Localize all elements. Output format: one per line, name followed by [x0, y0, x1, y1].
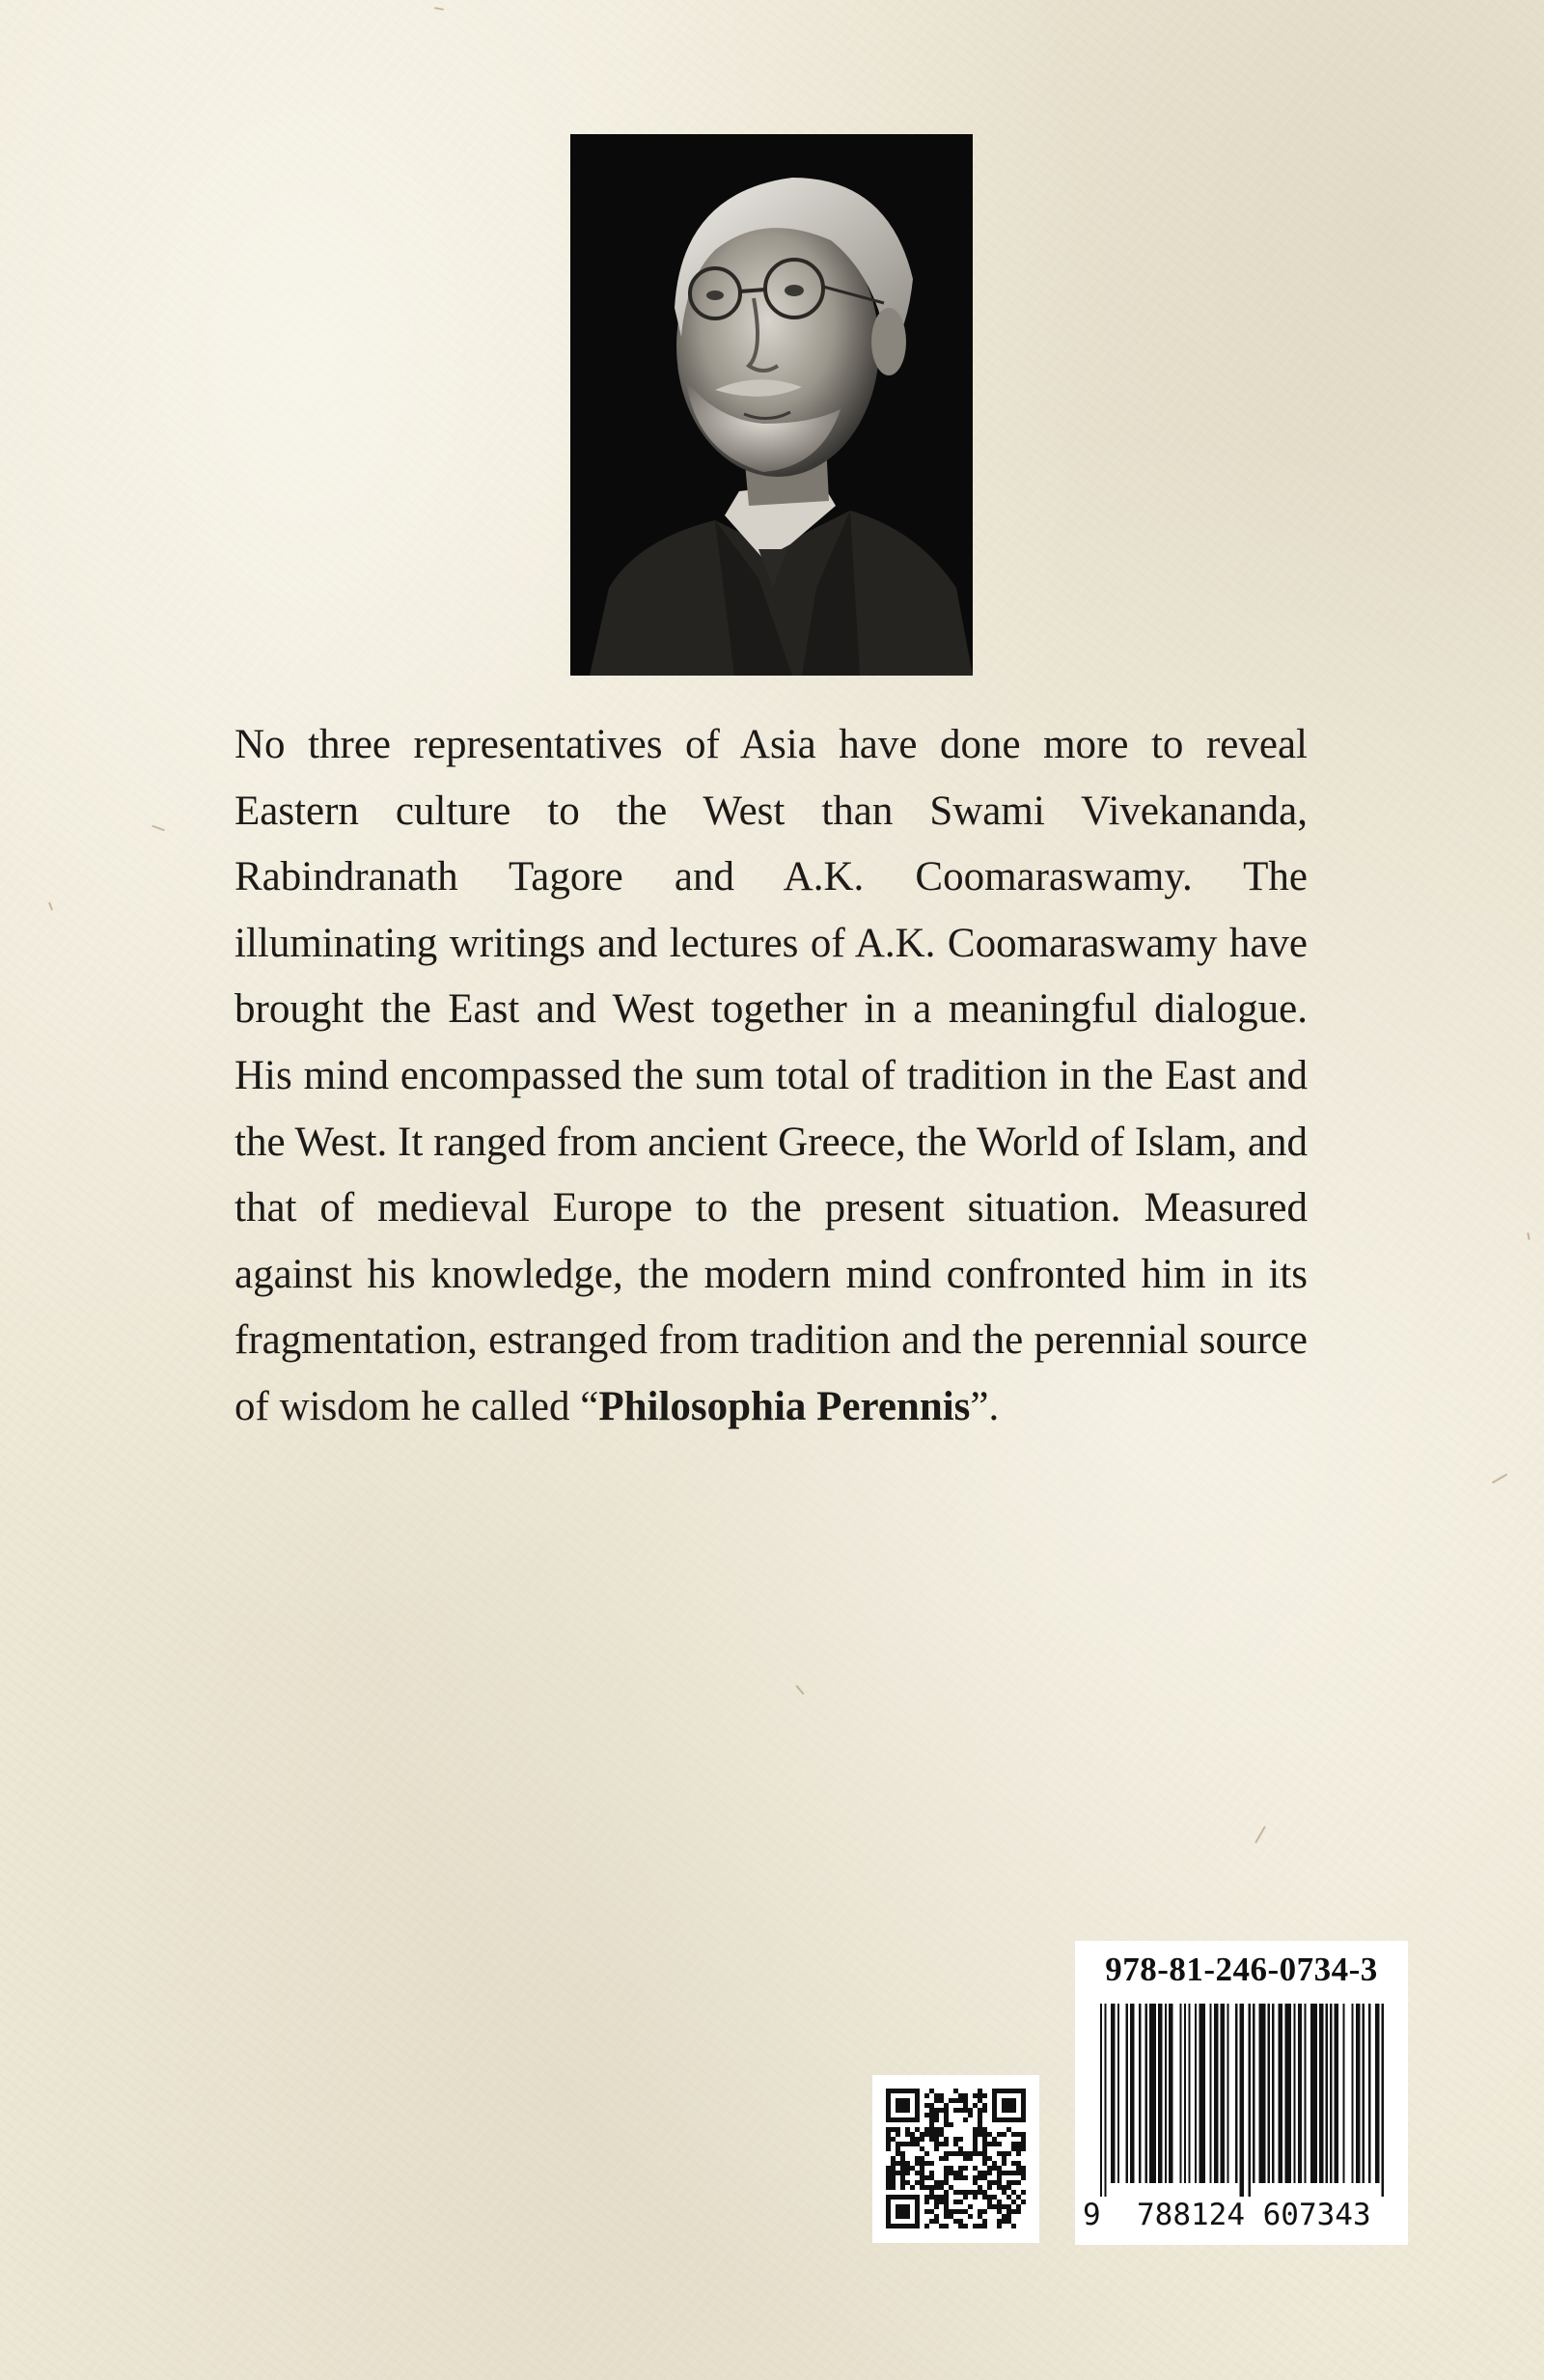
back-cover-description	[234, 712, 1308, 1441]
barcode-bar	[1210, 2004, 1212, 2183]
barcode-bar	[1149, 2004, 1156, 2183]
barcode-bar	[1326, 2004, 1328, 2183]
qr-code	[872, 2075, 1039, 2243]
barcode-bar	[1165, 2004, 1167, 2183]
barcode-bar	[1240, 2004, 1244, 2197]
barcode-bar	[1351, 2004, 1353, 2183]
isbn-barcode	[1075, 1941, 1408, 2245]
barcode-bar	[1221, 2004, 1225, 2183]
barcode-bar	[1293, 2004, 1295, 2183]
barcode-bar	[1363, 2004, 1365, 2183]
paper-fiber	[795, 1685, 804, 1695]
paper-fiber	[1492, 1474, 1508, 1484]
barcode-bar	[1184, 2004, 1186, 2183]
barcode-bar	[1188, 2004, 1190, 2183]
paper-fiber	[434, 7, 444, 11]
philosophia-perennis-emphasis: Philosophia Perennis	[598, 1383, 971, 1429]
barcode-bar	[1304, 2004, 1306, 2183]
barcode-bar	[1130, 2004, 1134, 2183]
description-text: No three representatives of Asia have done more to reveal Eastern culture to the West than Swami Vivekananda, Rabindranath Tagore and A.K. Coomaraswamy. The illuminating writings and lectures of A.K. Coomaraswamy have brought the East and West together in a meaningful dialogue. His mind encompassed the sum total of tradition in the East and the West. It ranged from ancient Greece, the World of Islam, and that of medieval Europe to the present situation. Measured against his knowledge, the modern mind confronted him in its fragmentation, estranged from tradition and the perennial source of wisdom he called “	[234, 722, 1308, 1429]
barcode-bar	[1214, 2004, 1218, 2183]
barcode-bar	[1117, 2004, 1119, 2183]
barcode-bar	[1368, 2004, 1370, 2183]
barcode-bar	[1272, 2004, 1274, 2183]
barcode-bar	[1249, 2004, 1251, 2197]
paper-fiber	[48, 901, 53, 910]
isbn-label: 978-81-246-0734-3	[1105, 1951, 1378, 1988]
barcode-bar	[1375, 2004, 1379, 2183]
qr-code-icon	[886, 2089, 1026, 2228]
barcode-bar	[1145, 2004, 1147, 2183]
barcode-bar	[1139, 2004, 1141, 2183]
barcode-digits	[1083, 2198, 1401, 2232]
barcode-bar	[1259, 2004, 1266, 2183]
barcode-bar	[1382, 2004, 1384, 2197]
barcode-bar	[1284, 2004, 1291, 2183]
barcode-bar	[1342, 2004, 1344, 2183]
portrait-photo	[570, 134, 973, 676]
author-portrait	[570, 134, 973, 676]
barcode-bar	[1169, 2004, 1172, 2183]
barcode-icon	[1100, 2004, 1386, 2197]
barcode-bar	[1356, 2004, 1360, 2183]
barcode-bar	[1179, 2004, 1181, 2183]
barcode-bar	[1310, 2004, 1317, 2183]
barcode-bar	[1158, 2004, 1162, 2183]
paper-fiber	[1254, 1826, 1266, 1843]
barcode-digit-groups: 788124 607343	[1137, 2198, 1371, 2232]
barcode-bar	[1298, 2004, 1302, 2183]
barcode-bar	[1195, 2004, 1197, 2183]
barcode-bar	[1126, 2004, 1128, 2183]
barcode-bar	[1279, 2004, 1282, 2183]
paper-fiber	[152, 825, 165, 832]
barcode-bar	[1253, 2004, 1254, 2183]
barcode-lead-digit: 9	[1083, 2198, 1101, 2232]
barcode-bar	[1104, 2004, 1106, 2197]
barcode-bar	[1268, 2004, 1270, 2183]
barcode-bar	[1330, 2004, 1332, 2183]
barcode-bar	[1319, 2004, 1323, 2183]
barcode-bar	[1335, 2004, 1338, 2183]
barcode-bar	[1235, 2004, 1237, 2183]
description-text-end: ”.	[970, 1383, 1000, 1429]
paper-fiber	[1527, 1232, 1530, 1240]
barcode-bar	[1227, 2004, 1228, 2183]
barcode-bar	[1100, 2004, 1102, 2197]
barcode-bar	[1111, 2004, 1115, 2183]
barcode-bar	[1199, 2004, 1205, 2183]
